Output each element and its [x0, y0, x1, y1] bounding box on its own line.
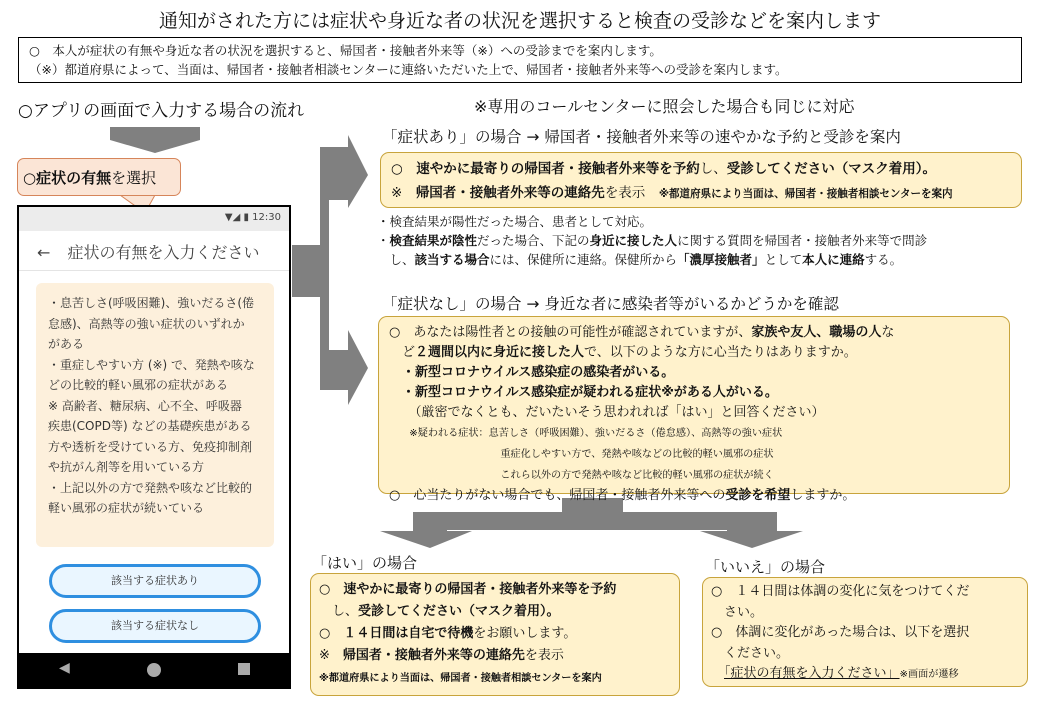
- text-line: [389, 465, 999, 486]
- text-line: [711, 664, 1019, 686]
- text-segment: 受診してください（マスク着用）。: [358, 604, 560, 619]
- nav-home-icon[interactable]: [147, 663, 161, 677]
- text-line: [319, 667, 671, 690]
- text-line: [389, 383, 999, 403]
- status-bar: [19, 207, 289, 231]
- flow-heading: ○アプリの画面で入力する場合の流れ: [18, 101, 305, 121]
- card-line: ※ 高齢者、糖尿病、心不全、呼吸器: [48, 398, 242, 413]
- branch-right-arrow-icon: [292, 135, 368, 405]
- text-line: [389, 423, 999, 444]
- notice-line-2: （※）都道府県によって、当面は、帰国者・接触者相談センターに連絡いただいた上で、帰国者・接触者外来等への受診を案内します。: [29, 62, 788, 77]
- text-line: [319, 645, 671, 667]
- text-line: [319, 601, 671, 623]
- text-segment: 帰国者・接触者外来等の連絡先: [415, 185, 605, 201]
- phone-mockup: [17, 205, 291, 689]
- text-line: [377, 212, 927, 231]
- text-segment: ※画面が遷移: [899, 669, 959, 680]
- notice-line-1: ○ 本人が症状の有無や身近な者の状況を選択すると、帰国者・接触者外来等（※）への受診までを案内します。: [29, 43, 662, 58]
- text-segment: 該当する場合: [414, 252, 490, 267]
- text-segment: を表示: [604, 185, 659, 201]
- text-segment: ※: [391, 185, 416, 201]
- signal-icon: ◢: [232, 212, 241, 223]
- card-line: がある: [48, 337, 85, 351]
- text-line: [319, 623, 671, 645]
- text-line: [377, 231, 927, 250]
- text-segment: ○: [319, 582, 344, 597]
- card-line: 軽い風邪の症状が続いている: [48, 501, 205, 515]
- answer-no-box: [702, 577, 1028, 687]
- text-segment: として: [764, 252, 803, 267]
- callout-rest: を選択: [111, 169, 157, 187]
- text-segment: 速やかに最寄りの帰国者・接触者外来等を予約: [416, 161, 700, 177]
- text-segment: ください。: [711, 645, 790, 661]
- text-segment: （厳密でなくとも、だいたいそう思われれば「はい」と回答ください）: [389, 405, 825, 420]
- text-segment: ○ 心当たりがない場合でも、帰国者・接触者外来等への: [389, 488, 726, 503]
- text-segment: をお願いします。: [473, 626, 577, 641]
- text-segment: しますか。: [790, 488, 856, 503]
- text-segment: ○: [391, 161, 417, 177]
- back-arrow-icon[interactable]: ←: [37, 243, 51, 262]
- text-segment: 家族や友人、職場の人: [751, 325, 882, 340]
- text-segment: さい。: [711, 604, 764, 620]
- text-segment: ２週間以内に身近に接した人: [415, 345, 585, 360]
- symptom-no-box: [378, 316, 1010, 503]
- callout-bold: ○症状の有無: [23, 169, 112, 187]
- call-center-note: ※専用のコールセンターに照会した場合も同じに対応: [474, 97, 855, 116]
- text-line: [389, 444, 999, 465]
- text-segment: ○ １４日間は体調の変化に気をつけてくだ: [711, 584, 970, 599]
- card-line: ・重症しやすい方 (※) で、発熱や咳な: [48, 357, 255, 372]
- text-line: [389, 363, 999, 383]
- text-segment: し、: [319, 604, 359, 619]
- text-segment: [711, 666, 724, 681]
- text-line: [389, 403, 999, 423]
- text-line: [389, 343, 999, 363]
- down-arrow-icon: [110, 127, 200, 153]
- text-segment: 重症化しやすい方で、発熱や咳などの比較的軽い風邪の症状: [389, 449, 774, 460]
- text-segment: に関する質問を帰国者・接触者外来等で問診: [677, 233, 928, 248]
- battery-icon: ▮: [243, 212, 249, 223]
- card-line: ・息苦しさ(呼吸困難)、強いだるさ(倦: [48, 296, 255, 310]
- symptom-yes-button[interactable]: 該当する症状あり: [49, 564, 261, 598]
- app-bar: [19, 231, 289, 271]
- text-segment: ※都道府県により当面は、帰国者・接触者相談センターを案内: [319, 673, 602, 684]
- text-segment: 「濃厚接触者」: [677, 252, 765, 267]
- symptom-no-heading: 「症状なし」の場合 → 身近な者に感染者等がいるかどうかを確認: [382, 295, 839, 313]
- text-segment: 速やかに最寄りの帰国者・接触者外来等を予約: [343, 582, 617, 597]
- nav-bar: [19, 653, 289, 687]
- card-line: 疾患(COPD等) などの基礎疾患がある: [48, 419, 252, 433]
- card-line: 方や透析を受けている方、免疫抑制剤: [48, 439, 253, 454]
- symptom-yes-notes: [377, 212, 927, 269]
- text-line: [377, 250, 927, 269]
- text-segment: で、以下のような方に心当たりはありますか。: [584, 345, 857, 360]
- text-segment: ※: [319, 648, 343, 663]
- text-line: [389, 323, 999, 343]
- text-segment: これら以外の方で発熱や咳など比較的軽い風邪の症状が続く: [389, 470, 774, 481]
- text-segment: だった場合、下記の: [477, 233, 590, 248]
- card-line: や抗がん剤等を用いている方: [48, 460, 205, 474]
- text-segment: を表示: [524, 648, 564, 663]
- text-segment: する。: [864, 252, 903, 267]
- text-segment: 検査結果が陰性: [389, 233, 478, 248]
- text-line: [711, 623, 1019, 644]
- text-segment: ど: [389, 345, 416, 360]
- text-line: [391, 157, 1011, 181]
- text-segment: 本人に連絡: [802, 252, 865, 267]
- card-line: どの比較的軽い風邪の症状がある: [48, 378, 229, 392]
- text-segment: ○ あなたは陽性者との接触の可能性が確認されていますが、: [389, 325, 752, 340]
- text-segment: 帰国者・接触者外来等の連絡先: [342, 648, 525, 663]
- text-segment: には、保健所に連絡。保健所から: [489, 252, 678, 267]
- text-segment: ・新型コロナウイルス感染症の感染者がいる。: [389, 365, 675, 380]
- text-segment: ・新型コロナウイルス感染症が疑われる症状※がある人がいる。: [389, 385, 778, 400]
- text-segment: ※疑われる症状：息苦しさ（呼吸困難）、強いだるさ（倦怠感）、高熱等の強い症状: [389, 428, 783, 439]
- text-line: [711, 603, 1019, 624]
- text-segment: ・: [377, 233, 390, 248]
- callout-select-symptoms: [17, 158, 181, 196]
- screen-link[interactable]: 「症状の有無を入力ください」: [724, 666, 900, 681]
- text-line: [711, 582, 1019, 603]
- answer-yes-heading: 「はい」の場合: [312, 554, 418, 572]
- card-line: 怠感)、高熱等の強い症状のいずれか: [48, 316, 245, 331]
- symptom-yes-heading: 「症状あり」の場合 → 帰国者・接触者外来等の速やかな予約と受診を案内: [382, 128, 901, 146]
- answer-no-heading: 「いいえ」の場合: [705, 558, 826, 576]
- text-segment: ○: [319, 626, 344, 641]
- text-line: [391, 181, 1011, 206]
- symptom-card: [36, 283, 274, 547]
- card-line: ・上記以外の方で発熱や咳など比較的: [48, 480, 253, 495]
- status-time: 12:30: [252, 212, 281, 223]
- text-segment: 受診してください（マスク着用）。: [726, 161, 937, 177]
- screen-title: 症状の有無を入力ください: [67, 243, 260, 262]
- wifi-icon: ▼: [224, 212, 233, 223]
- page-title: 通知がされた方には症状や身近な者の状況を選択すると検査の受診などを案内します: [158, 10, 881, 32]
- text-segment: １４日間は自宅で待機: [343, 626, 474, 641]
- text-segment: な: [881, 325, 895, 340]
- nav-recent-icon[interactable]: [238, 663, 250, 675]
- symptom-yes-box: [380, 152, 1022, 208]
- text-segment: し、: [699, 161, 727, 177]
- text-line: [319, 579, 671, 601]
- nav-back-icon[interactable]: ◀: [59, 660, 70, 676]
- text-segment: ○ 体調に変化があった場合は、以下を選択: [711, 625, 970, 640]
- text-segment: し、: [377, 252, 415, 267]
- text-segment: 身近に接した人: [589, 233, 678, 248]
- text-segment: ※都道府県により当面は、帰国者・接触者相談センターを案内: [658, 188, 953, 200]
- symptom-no-button[interactable]: 該当する症状なし: [49, 609, 261, 643]
- answer-yes-box: [310, 573, 680, 696]
- text-segment: 受診を希望: [725, 488, 791, 503]
- text-segment: ・検査結果が陽性だった場合、患者として対応。: [377, 214, 653, 229]
- text-line: [389, 486, 999, 506]
- text-line: [711, 644, 1019, 665]
